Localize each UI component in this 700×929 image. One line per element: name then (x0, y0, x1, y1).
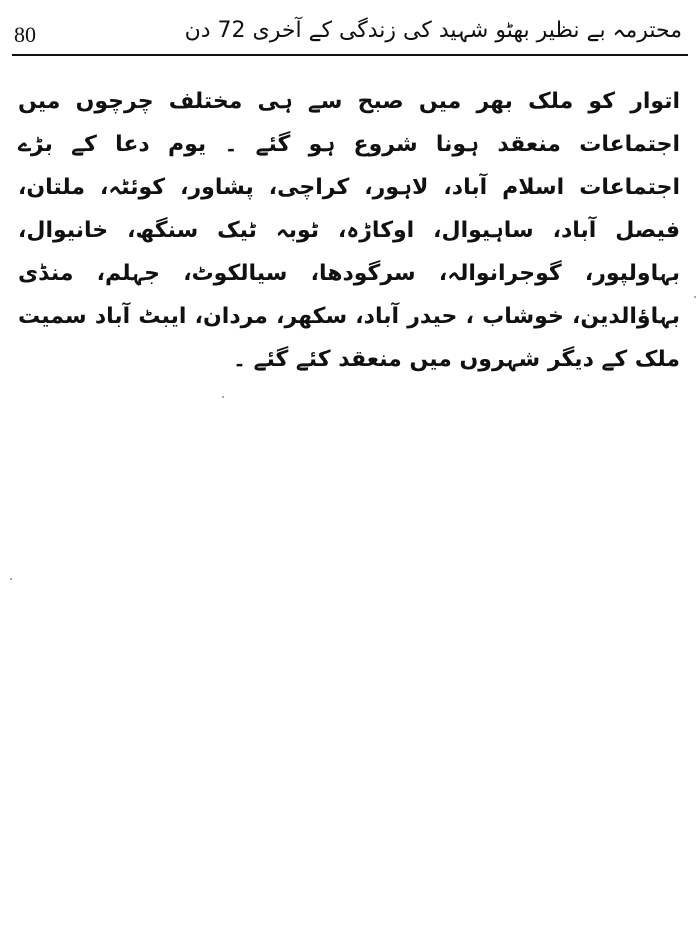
running-title: محترمہ بے نظیر بھٹو شہید کی زندگی کے آخری 72 دن (184, 18, 682, 43)
page-number: 80 (14, 22, 36, 47)
scan-speck (694, 296, 696, 298)
scan-speck (10, 578, 12, 580)
body-paragraph: اتوار کو ملک بھر میں صبح سے ہی مختلف چرچوں میں اجتماعات منعقد ہونا شروع ہو گئے ۔ یوم دعا کے بڑے اجتماعات اسلام آباد، لاہور، کراچی، پشاور، کوئٹہ، ملتان، فیصل آباد، ساہیوال، اوکاڑہ، ٹوبہ ٹیک سنگھ، خانیوال، بہاولپور، گوجرانوالہ، سرگودھا، سیالکوٹ، جہلم، منڈی بہاؤالدین، خوشاب ، حیدر آباد، سکھر، مردان، ایبٹ آباد سمیت ملک کے دیگر شہروں میں منعقد کئے گئے ۔ (18, 89, 680, 372)
header-rule (12, 54, 688, 56)
scan-speck (222, 396, 224, 398)
